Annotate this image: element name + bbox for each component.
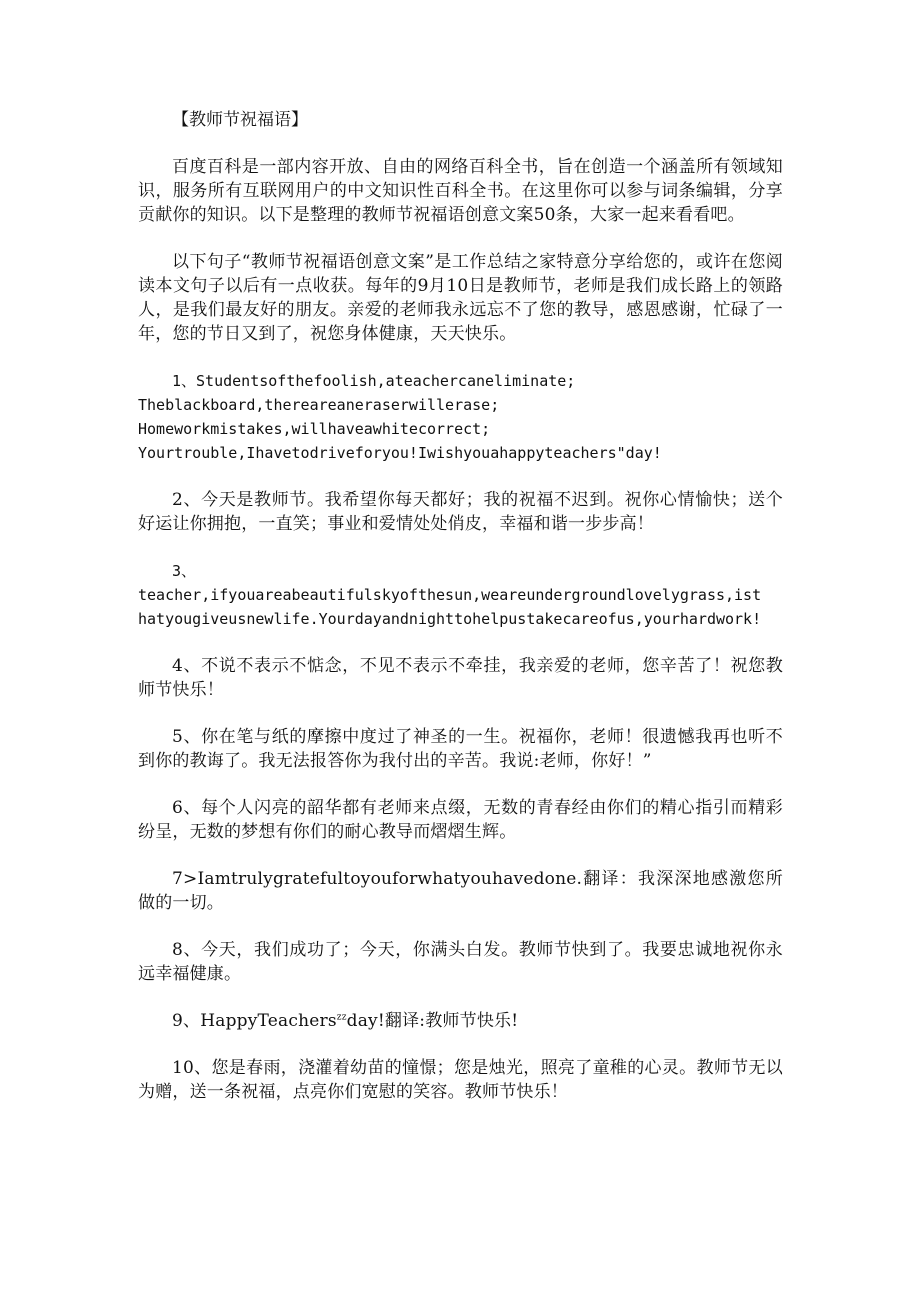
item-3 <box>138 559 783 631</box>
item-1-line: Yourtrouble,Ihavetodriveforyou!Iwishyouahappyteachers"day! <box>138 444 662 462</box>
document-title: 【教师节祝福语】 <box>172 110 308 130</box>
item-2: 2、今天是教师节。我希望你每天都好；我的祝福不迟到。祝你心情愉快；送个好运让你拥抱，一直笑；事业和爱情处处俏皮，幸福和谐一步步高！ <box>138 490 783 534</box>
item-3-line: teacher,ifyouareabeautifulskyofthesun,weareundergroundlovelygrass,ist <box>138 586 762 604</box>
item-1-line: Theblackboard,thereareaneraserwillerase; <box>138 396 500 414</box>
lead-paragraph: 以下句子“教师节祝福语创意文案”是工作总结之家特意分享给您的，或许在您阅读本文句子以后有一点收获。每年的9月10日是教师节，老师是我们成长路上的领路人，是我们最友好的朋友。亲爱的老师我永远忘不了您的教导，感恩感谢，忙碌了一年，您的节日又到了，祝您身体健康，天天快乐。 <box>138 252 783 344</box>
item-4: 4、不说不表示不惦念，不见不表示不牵挂，我亲爱的老师，您辛苦了！祝您教师节快乐！ <box>138 656 783 700</box>
item-10: 10、您是春雨，浇灌着幼苗的憧憬；您是烛光，照亮了童稚的心灵。教师节无以为赠，送一条祝福，点亮你们宽慰的笑容。教师节快乐！ <box>138 1058 783 1102</box>
item-6: 6、每个人闪亮的韶华都有老师来点缀，无数的青春经由你们的精心指引而精彩纷呈，无数的梦想有你们的耐心教导而熠熠生辉。 <box>138 798 783 842</box>
item-3-number: 3、 <box>172 562 197 580</box>
item-1-line: 1、Studentsofthefoolish,ateachercaneliminate; <box>172 372 576 390</box>
item-5: 5、你在笔与纸的摩擦中度过了神圣的一生。祝福你，老师！很遗憾我再也听不到你的教诲了。我无法报答你为我付出的辛苦。我说:老师，你好！” <box>138 727 783 771</box>
item-9-prefix: 9、HappyTeachers <box>172 1011 337 1031</box>
item-1-line: Homeworkmistakes,willhaveawhitecorrect; <box>138 420 491 438</box>
item-1 <box>138 369 783 465</box>
item-3-line: hatyougiveusnewlife.Yourdayandnighttohelpustakecareofus,yourhardwork! <box>138 610 762 628</box>
item-9 <box>138 1009 783 1033</box>
item-9-superscript: zz <box>336 1012 347 1023</box>
intro-paragraph: 百度百科是一部内容开放、自由的网络百科全书，旨在创造一个涵盖所有领域知识，服务所有互联网用户的中文知识性百科全书。在这里你可以参与词条编辑，分享贡献你的知识。以下是整理的教师节祝福语创意文案50条，大家一起来看看吧。 <box>138 157 783 225</box>
item-8: 8、今天，我们成功了；今天，你满头白发。教师节快到了。我要忠诚地祝你永远幸福健康。 <box>138 940 783 984</box>
item-7: 7>Iamtrulygratefultoyouforwhatyouhavedone.翻译：我深深地感激您所做的一切。 <box>138 869 783 913</box>
document-page <box>138 108 783 1127</box>
item-9-suffix: day!翻译:教师节快乐! <box>346 1011 519 1031</box>
